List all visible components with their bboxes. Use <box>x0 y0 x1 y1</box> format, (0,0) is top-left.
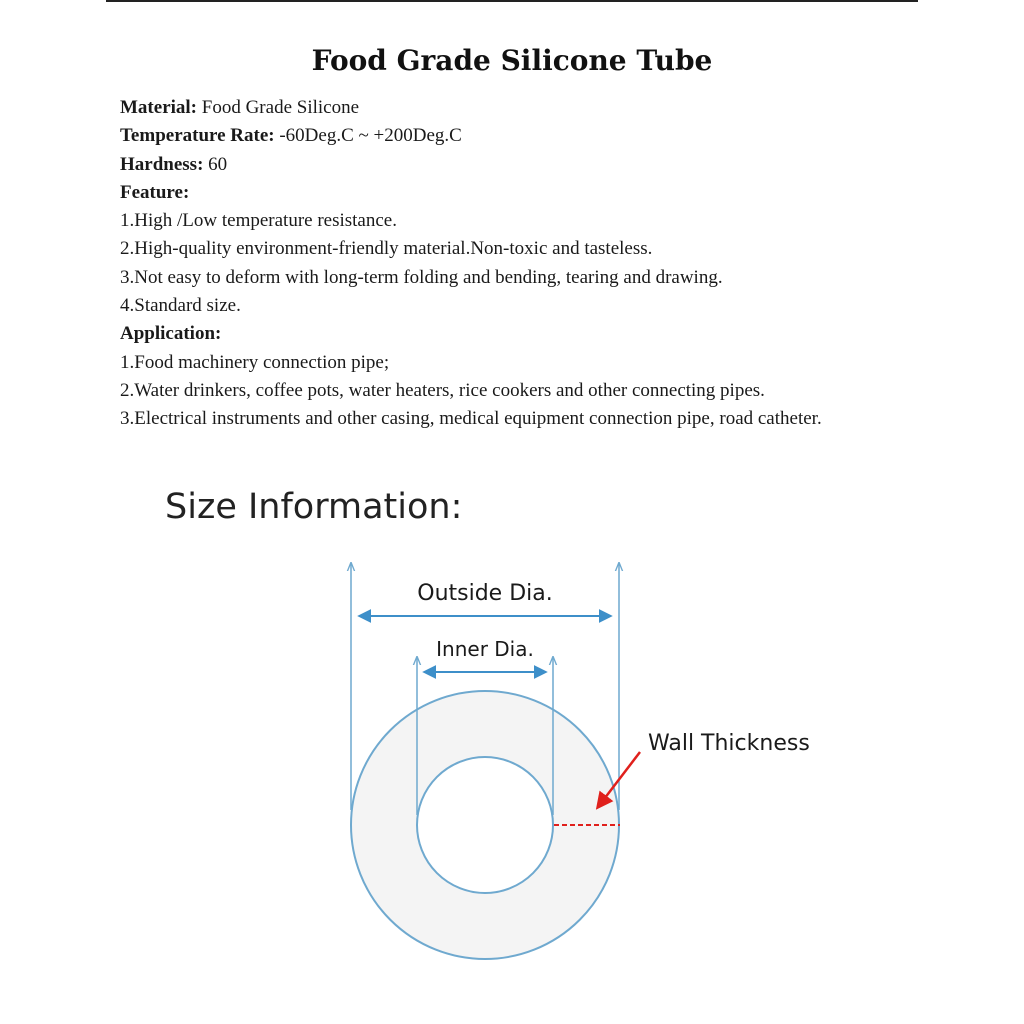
temperature-label: Temperature Rate: <box>120 125 275 147</box>
temperature-row <box>120 122 900 150</box>
inner-bore-circle <box>417 757 553 893</box>
application-item: 2.Water drinkers, coffee pots, water heaters, rice cookers and other connecting pipes. <box>120 379 765 401</box>
feature-item: 3.Not easy to deform with long-term folding and bending, tearing and drawing. <box>120 266 723 288</box>
top-divider <box>106 0 918 2</box>
hardness-label: Hardness: <box>120 153 204 175</box>
material-value: Food Grade Silicone <box>197 97 360 118</box>
material-label: Material: <box>120 97 198 118</box>
feature-label: Feature: <box>120 181 190 203</box>
inner-dia-label: Inner Dia. <box>436 637 534 661</box>
size-information-heading: Size Information: <box>165 487 463 527</box>
hardness-value: 60 <box>203 153 228 175</box>
wall-thickness-label: Wall Thickness <box>648 731 810 756</box>
hardness-row <box>120 151 900 179</box>
page-title: Food Grade Silicone Tube <box>311 44 713 77</box>
feature-item: 2.High-quality environment-friendly material.Non-toxic and tasteless. <box>120 238 653 260</box>
feature-item: 4.Standard size. <box>120 295 241 317</box>
temperature-value: -60Deg.C ~ +200Deg.C <box>274 125 462 147</box>
tube-size-diagram <box>330 560 850 1000</box>
application-item: 1.Food machinery connection pipe; <box>120 351 390 373</box>
application-heading <box>120 320 900 348</box>
spec-list <box>120 94 900 434</box>
feature-heading <box>120 179 900 207</box>
feature-item: 1.High /Low temperature resistance. <box>120 210 397 232</box>
application-item: 3.Electrical instruments and other casing, medical equipment connection pipe, road catheter. <box>120 408 822 430</box>
outside-dia-label: Outside Dia. <box>417 581 553 606</box>
application-label: Application: <box>120 323 222 345</box>
material-row <box>120 94 900 122</box>
